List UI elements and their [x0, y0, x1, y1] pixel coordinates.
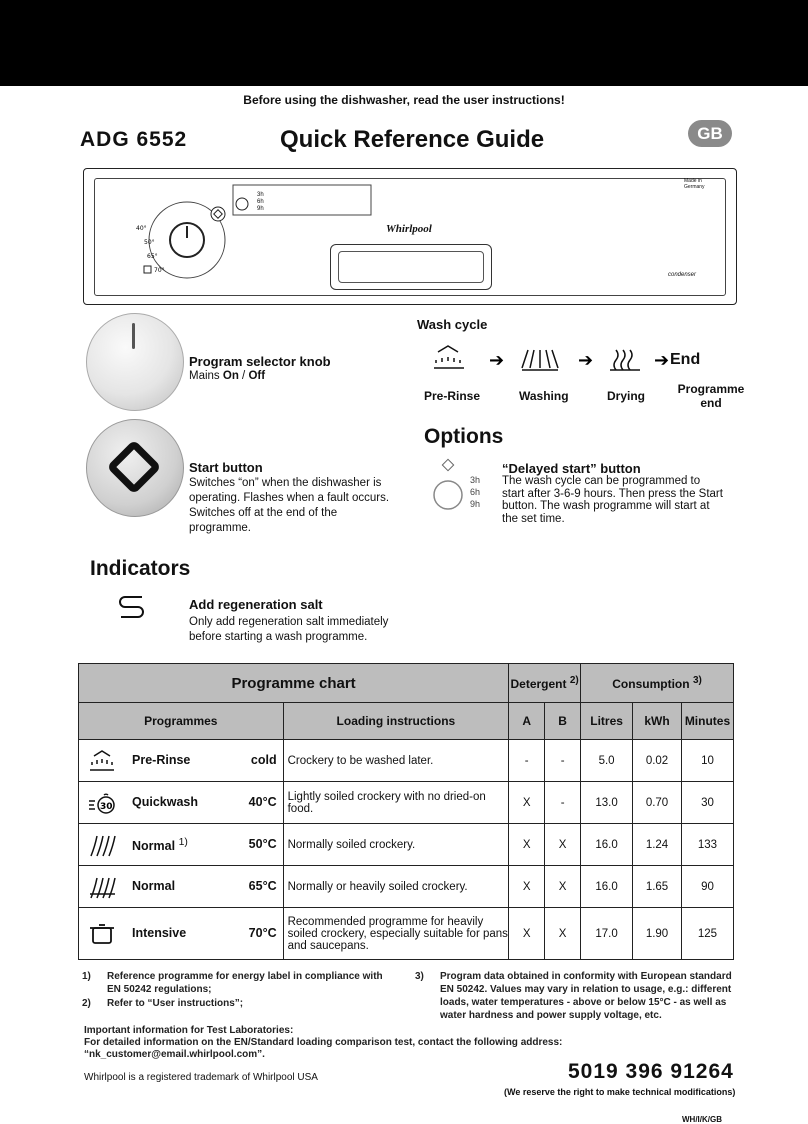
minutes: 133 [681, 824, 733, 866]
programme-temp: 70°C [248, 926, 277, 940]
svg-text:70°: 70° [154, 267, 165, 274]
document-code: WH/I/K/GB [682, 1115, 722, 1124]
kwh: 0.02 [633, 740, 682, 782]
options-title: Options [424, 425, 504, 448]
lab-info-title: Important information for Test Laboratories: [84, 1025, 294, 1036]
part-number: 5019 396 91264 [568, 1060, 734, 1083]
delay-6h: 6h [470, 487, 481, 497]
made-in-label: Made in Germany [684, 178, 705, 190]
consumption-label: Consumption [612, 677, 690, 691]
svg-text:➔: ➔ [578, 350, 594, 371]
salt-indicator-icon [116, 592, 150, 620]
table-row [79, 740, 734, 782]
litres: 17.0 [581, 908, 633, 960]
condenser-label: condenser [668, 272, 697, 278]
trademark-notice: Whirlpool is a registered trademark of Whirlpool USA [84, 1072, 318, 1083]
panel-delay-3h: 3h [257, 192, 264, 198]
svg-text:30: 30 [100, 802, 113, 812]
delay-button-icon [430, 458, 470, 514]
footnote-3: Program data obtained in conformity with European standard EN 50242. Values may vary in relation to usage, e.g.: different loads, water temperatures - above or below 15°C - as well as water hardness and power supply voltage, etc. [440, 971, 732, 1021]
wash-cycle-end: End [670, 351, 701, 368]
col-kwh: kWh [633, 703, 682, 740]
programme-temp: 40°C [248, 795, 277, 809]
minutes: 90 [681, 866, 733, 908]
footnote-2-number: 2) [82, 998, 91, 1009]
programme-cell [79, 866, 284, 908]
programme-temp: cold [250, 753, 277, 767]
lab-email[interactable]: “nk_customer@email.whirlpool.com”. [84, 1049, 265, 1060]
delay-3h: 3h [470, 475, 481, 485]
top-black-band [0, 0, 808, 86]
normal-50-icon [87, 832, 117, 858]
wash-cycle-title: Wash cycle [417, 317, 488, 332]
page-title: Quick Reference Guide [280, 126, 545, 153]
knob-desc-off: Off [248, 370, 266, 382]
start-diamond-icon [104, 437, 164, 497]
panel-delay-6h: 6h [257, 199, 264, 205]
svg-text:40°: 40° [136, 225, 147, 232]
salt-description: Only add regeneration salt immediately before starting a wash programme. [189, 616, 389, 643]
detergent-note: 2) [569, 675, 579, 686]
col-b: B [545, 703, 581, 740]
step-pre-rinse: Pre-Rinse [424, 389, 481, 403]
programme-cell [79, 824, 284, 866]
programme-name: Intensive [132, 926, 187, 940]
loading-instruction: Lightly soiled crockery with no dried-on food. [283, 782, 509, 824]
footnote-1-number: 1) [82, 971, 91, 982]
footnote-3-number: 3) [415, 971, 424, 982]
panel-delay-labels [257, 192, 264, 213]
panel-controls-icon [120, 182, 380, 282]
program-selector-knob[interactable] [86, 313, 184, 411]
chart-consumption-header [581, 664, 734, 703]
loading-instruction: Recommended programme for heavily soiled crockery, especially suitable for pans and saucepans. [283, 908, 509, 960]
programme-cell [79, 740, 284, 782]
table-row [79, 782, 734, 824]
kwh: 1.65 [633, 866, 682, 908]
warning-notice: Before using the dishwasher, read the user instructions! [243, 93, 565, 107]
programme-cell [79, 782, 284, 824]
quickwash-icon [87, 790, 117, 816]
delayed-start-description: The wash cycle can be programmed to start after 3-6-9 hours. Then press the Start button. The wash programme will start at the set time. [502, 475, 723, 525]
loading-instruction: Crockery to be washed later. [283, 740, 509, 782]
indicators-title: Indicators [90, 557, 191, 580]
programme-name [132, 837, 188, 853]
svg-text:➔: ➔ [654, 350, 670, 371]
col-a: A [509, 703, 545, 740]
pre-rinse-icon [87, 748, 117, 774]
salt-title: Add regeneration salt [189, 597, 323, 612]
detergent-a: X [509, 824, 545, 866]
intensive-icon [87, 920, 117, 946]
knob-desc-sep: / [238, 370, 249, 382]
model-number: ADG 6552 [80, 128, 188, 151]
table-row [79, 866, 734, 908]
litres: 13.0 [581, 782, 633, 824]
detergent-b: X [545, 866, 581, 908]
rights-notice: (We reserve the right to make technical modifications) [504, 1087, 736, 1097]
delay-9h: 9h [470, 499, 481, 509]
detergent-b: X [545, 824, 581, 866]
step-drying: Drying [607, 389, 646, 403]
programme-temp: 65°C [248, 879, 277, 893]
detergent-a: X [509, 866, 545, 908]
svg-text:65°: 65° [147, 253, 158, 260]
litres: 16.0 [581, 824, 633, 866]
minutes: 30 [681, 782, 733, 824]
footnote-2: Refer to “User instructions”; [107, 998, 244, 1009]
kwh: 1.24 [633, 824, 682, 866]
svg-text:➔: ➔ [489, 350, 505, 371]
start-description: Switches “on” when the dishwasher is operating. Flashes when a fault occurs. Switches off at the end of the programme. [189, 477, 390, 534]
detergent-label: Detergent [510, 677, 567, 691]
col-litres: Litres [581, 703, 633, 740]
detergent-b: - [545, 740, 581, 782]
kwh: 0.70 [633, 782, 682, 824]
detergent-a: X [509, 908, 545, 960]
programme-name: Quickwash [132, 795, 198, 809]
chart-detergent-header [509, 664, 581, 703]
lab-info-line: For detailed information on the EN/Standard loading comparison test, contact the following address: [84, 1037, 563, 1048]
loading-instruction: Normally soiled crockery. [283, 824, 509, 866]
detergent-a: X [509, 782, 545, 824]
col-loading: Loading instructions [283, 703, 509, 740]
normal-65-icon [87, 874, 117, 900]
detergent-a: - [509, 740, 545, 782]
delayed-start-title: “Delayed start” button [502, 461, 641, 476]
programme-note: 1) [178, 837, 188, 848]
footnote-1: Reference programme for energy label in compliance with EN 50242 regulations; [107, 971, 383, 995]
consumption-note: 3) [692, 675, 702, 686]
table-row [79, 908, 734, 960]
programme-name: Normal [132, 879, 176, 893]
col-programmes: Programmes [79, 703, 284, 740]
step-programme-end: Programme end [677, 382, 745, 410]
knob-title: Program selector knob [189, 354, 331, 369]
svg-text:50°: 50° [144, 239, 155, 246]
programme-name-text: Normal [132, 839, 176, 854]
programme-temp: 50°C [248, 837, 277, 851]
col-minutes: Minutes [681, 703, 733, 740]
litres: 16.0 [581, 866, 633, 908]
step-washing: Washing [519, 389, 569, 403]
litres: 5.0 [581, 740, 633, 782]
brand-logo: Whirlpool [386, 223, 432, 235]
knob-marker [132, 323, 135, 349]
kwh: 1.90 [633, 908, 682, 960]
knob-desc-on: On [222, 370, 239, 382]
chart-title: Programme chart [79, 664, 509, 703]
panel-delay-9h: 9h [257, 206, 264, 212]
minutes: 125 [681, 908, 733, 960]
detergent-b: - [545, 782, 581, 824]
knob-description [189, 369, 265, 384]
delay-hours-list [470, 474, 480, 510]
programme-chart-table [78, 663, 734, 960]
knob-desc-prefix: Mains [189, 370, 223, 382]
loading-instruction: Normally or heavily soiled crockery. [283, 866, 509, 908]
minutes: 10 [681, 740, 733, 782]
programme-cell [79, 908, 284, 960]
table-row [79, 824, 734, 866]
language-badge: GB [688, 120, 732, 147]
detergent-b: X [545, 908, 581, 960]
programme-name: Pre-Rinse [132, 753, 191, 767]
start-title: Start button [189, 460, 263, 475]
